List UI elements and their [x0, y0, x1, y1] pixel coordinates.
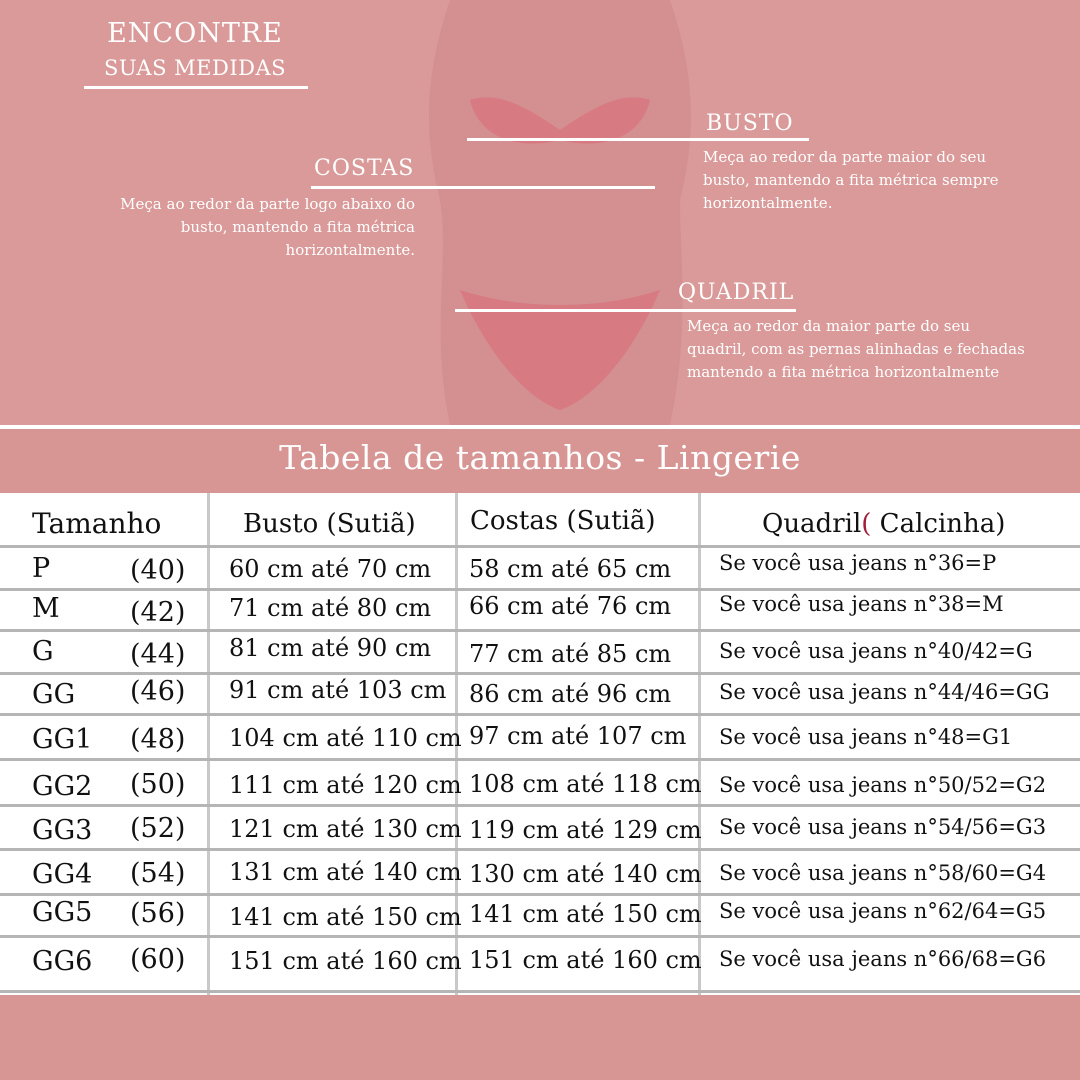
- busto-range: 71 cm até 80 cm: [229, 594, 432, 622]
- row-separator: [0, 545, 1080, 548]
- size-number: (40): [130, 555, 186, 586]
- size-number: (46): [130, 676, 186, 707]
- row-separator: [0, 758, 1080, 761]
- size-number: (52): [130, 813, 186, 844]
- quadril-jeans-size: Se você usa jeans n°58/60=G4: [719, 861, 1047, 885]
- busto-desc-line: Meça ao redor da parte maior do seu: [703, 148, 986, 166]
- size-label: GG: [32, 679, 76, 710]
- headline-line2: SUAS MEDIDAS: [103, 56, 287, 80]
- costas-range: 141 cm até 150 cm: [469, 900, 702, 928]
- size-number: (48): [130, 724, 186, 755]
- busto-range: 111 cm até 120 cm: [229, 771, 462, 799]
- quadril-jeans-size: Se você usa jeans n°38=M: [719, 592, 1004, 616]
- quadril-jeans-size: Se você usa jeans n°40/42=G: [719, 639, 1033, 663]
- costas-range: 97 cm até 107 cm: [469, 722, 687, 750]
- costas-range: 119 cm até 129 cm: [469, 816, 702, 844]
- size-number: (50): [130, 769, 186, 800]
- costas-desc-line: busto, mantendo a fita métrica: [180, 218, 415, 236]
- busto-range: 141 cm até 150 cm: [229, 903, 462, 931]
- busto-measure-line: [467, 138, 809, 141]
- size-label: GG2: [32, 771, 93, 802]
- size-number: (42): [130, 597, 186, 628]
- quadril-jeans-size: Se você usa jeans n°48=G1: [719, 725, 1013, 749]
- costas-description: [60, 193, 415, 262]
- busto-range: 104 cm até 110 cm: [229, 724, 462, 752]
- costas-range: 77 cm até 85 cm: [469, 640, 672, 668]
- row-separator: [0, 990, 1080, 993]
- size-label: GG4: [32, 859, 93, 890]
- row-separator: [0, 713, 1080, 716]
- costas-range: 130 cm até 140 cm: [469, 860, 702, 888]
- quadril-label: QUADRIL: [678, 280, 795, 305]
- hero-section: [0, 0, 1080, 425]
- costas-range: 58 cm até 65 cm: [469, 555, 672, 583]
- busto-desc-line: busto, mantendo a fita métrica sempre: [703, 171, 999, 189]
- size-table: [0, 493, 1080, 995]
- costas-label: COSTAS: [314, 156, 415, 181]
- row-separator: [0, 629, 1080, 632]
- size-number: (44): [130, 639, 186, 670]
- quadril-desc-line: quadril, com as pernas alinhadas e fechadas: [687, 340, 1025, 358]
- quadril-jeans-size: Se você usa jeans n°44/46=GG: [719, 680, 1050, 704]
- busto-label: BUSTO: [706, 111, 794, 136]
- row-separator: [0, 588, 1080, 591]
- costas-desc-line: Meça ao redor da parte logo abaixo do: [120, 195, 415, 213]
- busto-range: 81 cm até 90 cm: [229, 634, 432, 662]
- header-tamanho: Tamanho: [32, 507, 162, 540]
- size-label: GG3: [32, 815, 93, 846]
- size-number: (56): [130, 898, 186, 929]
- header-costas: Costas (Sutiã): [470, 506, 656, 536]
- header-quadril: [762, 493, 1005, 545]
- header-quadril-a: Quadril: [762, 509, 862, 539]
- quadril-measure-line: [455, 309, 796, 312]
- row-separator: [0, 935, 1080, 938]
- busto-desc-line: horizontalmente.: [703, 194, 833, 212]
- headline-line1: ENCONTRE: [107, 18, 283, 49]
- costas-measure-line: [311, 186, 655, 189]
- headline-underline: [84, 86, 308, 89]
- size-label: GG1: [32, 724, 93, 755]
- busto-range: 121 cm até 130 cm: [229, 815, 462, 843]
- quadril-desc-line: Meça ao redor da maior parte do seu: [687, 317, 970, 335]
- header-busto: Busto (Sutiã): [243, 509, 416, 539]
- size-number: (54): [130, 858, 186, 889]
- costas-range: 108 cm até 118 cm: [469, 770, 702, 798]
- section-divider: [0, 425, 1080, 429]
- table-title: Tabela de tamanhos - Lingerie: [279, 438, 801, 477]
- costas-range: 66 cm até 76 cm: [469, 592, 672, 620]
- row-separator: [0, 804, 1080, 807]
- quadril-jeans-size: Se você usa jeans n°50/52=G2: [719, 773, 1047, 797]
- model-figure-image: [410, 0, 710, 425]
- header-quadril-paren: (: [861, 509, 872, 539]
- row-separator: [0, 672, 1080, 675]
- costas-range: 86 cm até 96 cm: [469, 680, 672, 708]
- busto-range: 91 cm até 103 cm: [229, 676, 447, 704]
- quadril-jeans-size: Se você usa jeans n°62/64=G5: [719, 899, 1047, 923]
- size-label: P: [32, 553, 51, 584]
- quadril-jeans-size: Se você usa jeans n°54/56=G3: [719, 815, 1047, 839]
- size-label: G: [32, 636, 54, 667]
- row-separator: [0, 848, 1080, 851]
- row-separator: [0, 893, 1080, 896]
- quadril-desc-line: mantendo a fita métrica horizontalmente: [687, 363, 1000, 381]
- size-label: GG6: [32, 946, 93, 977]
- size-label: M: [32, 593, 60, 624]
- quadril-jeans-size: Se você usa jeans n°66/68=G6: [719, 947, 1047, 971]
- busto-range: 60 cm até 70 cm: [229, 555, 432, 583]
- busto-range: 131 cm até 140 cm: [229, 858, 462, 886]
- costas-desc-line: horizontalmente.: [285, 241, 415, 259]
- quadril-jeans-size: Se você usa jeans n°36=P: [719, 551, 997, 575]
- header-quadril-b: Calcinha): [871, 509, 1006, 539]
- column-divider: [207, 493, 210, 995]
- busto-range: 151 cm até 160 cm: [229, 947, 462, 975]
- quadril-description: [687, 315, 1025, 384]
- costas-range: 151 cm até 160 cm: [469, 946, 702, 974]
- size-label: GG5: [32, 897, 93, 928]
- size-number: (60): [130, 944, 186, 975]
- busto-description: [703, 146, 998, 215]
